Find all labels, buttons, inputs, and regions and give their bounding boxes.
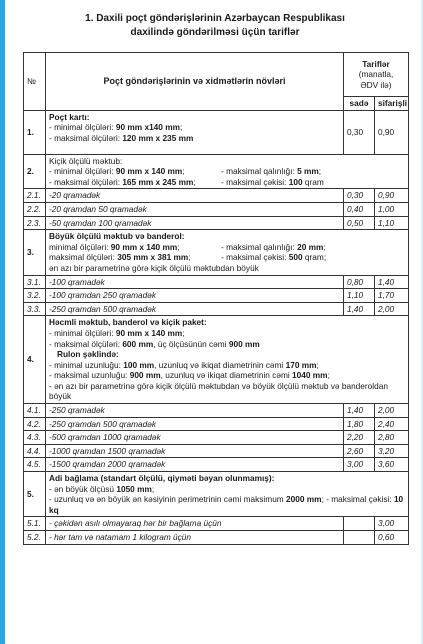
- row-number: 2.: [24, 154, 46, 189]
- row-description: -250 qramdan 500 qramadək: [46, 417, 344, 431]
- row-number: 3.2.: [24, 289, 46, 303]
- price-registered: 3,60: [375, 458, 409, 472]
- row-line: - minimal ölçüləri: 90 mm x140 mm;: [49, 122, 183, 133]
- price-simple: 0,80: [344, 275, 375, 289]
- table-row: [24, 216, 409, 230]
- row-description: -20 qramdan 50 qramadək: [46, 202, 344, 216]
- row-number: 2.2.: [24, 202, 46, 216]
- row-title: Həcmli məktub, banderol və kiçik paket:: [49, 317, 207, 328]
- price-simple: [344, 517, 375, 531]
- price-registered: 3,00: [375, 517, 409, 531]
- row-number: 3.1.: [24, 275, 46, 289]
- left-accent-bar: [0, 0, 5, 644]
- price-simple: 0,50: [344, 216, 375, 230]
- row-text: - maksimal ölçüləri:: [49, 176, 123, 187]
- row-description: - çəkidən asılı olmayaraq hər bir bağlama üçün: [46, 517, 344, 531]
- row-value: 100: [288, 176, 303, 187]
- price-simple: 2,60: [344, 444, 375, 458]
- row-value: 500: [288, 252, 303, 263]
- table-row: [24, 404, 409, 418]
- price-registered: 1,40: [375, 275, 409, 289]
- price-simple: 2,20: [344, 431, 375, 445]
- price-registered: 1,70: [375, 289, 409, 303]
- price-simple: 1,80: [344, 417, 375, 431]
- header-simple: sadə: [344, 97, 375, 111]
- row-value: 120 mm x 235 mm: [122, 132, 194, 143]
- title-line-2: daxilində göndərilməsi üçün tariflər: [130, 26, 300, 38]
- price-registered: 1,10: [375, 216, 409, 230]
- row-number: 4.: [24, 316, 46, 404]
- row-number: 4.4.: [24, 444, 46, 458]
- row-description: -1500 qramdan 2000 qramadək: [46, 458, 344, 472]
- table-row: [24, 275, 409, 289]
- row-value: 5 mm: [297, 166, 319, 177]
- price-simple: 0,30: [344, 110, 375, 154]
- table-row: [24, 230, 409, 275]
- row-description: - hər tam və natamam 1 kilogram üçün: [46, 531, 344, 545]
- row-number: 4.1.: [24, 404, 46, 418]
- row-description: -20 qramadək: [46, 189, 344, 203]
- row-text: - uzunluq və ən böyük ən kəsiyinin perimetrinin cəmi maksimum: [49, 494, 287, 505]
- row-value: 900 mm: [129, 370, 161, 381]
- table-row: [24, 458, 409, 472]
- row-text: qram: [302, 176, 324, 187]
- row-text: - minimal uzunluğu:: [49, 359, 124, 370]
- row-text: maksimal ölçüləri:: [49, 252, 118, 263]
- row-line: - ən azı bir parametrinə görə kiçik ölçülü məktubdan və böyük ölçülü məktub və banderoldan böyük: [49, 380, 388, 402]
- header-tariffs-currency: (manatla,: [358, 69, 394, 80]
- row-text: - maksimal çəkisi:: [221, 252, 289, 263]
- page-title: [30, 12, 400, 39]
- row-number: 4.5.: [24, 458, 46, 472]
- row-description: [46, 230, 409, 275]
- row-description: -250 qramdan 500 qramadək: [46, 302, 344, 316]
- row-description: -50 qramdan 100 qramadək: [46, 216, 344, 230]
- row-value: 1040 mm: [292, 370, 328, 381]
- row-text: , üç ölçüsünün cəmi: [153, 338, 229, 349]
- row-title: Adi bağlama (standart ölçülü, qiyməti bəyan olunmamış):: [49, 473, 275, 484]
- price-registered: 2,00: [375, 302, 409, 316]
- price-registered: 0,60: [375, 531, 409, 545]
- row-line: [49, 339, 405, 350]
- row-value: 305 mm x 381 mm: [117, 252, 189, 263]
- row-line: - minimal ölçüləri: 90 mm x 140 mm;: [49, 327, 185, 338]
- row-description: [46, 154, 409, 189]
- row-description: -250 qramadək: [46, 404, 344, 418]
- table-row: [24, 517, 409, 531]
- price-registered: 1,00: [375, 202, 409, 216]
- row-text: , uzunluq və ikiqat diametrinin cəmi: [160, 370, 293, 381]
- row-number: 4.3.: [24, 431, 46, 445]
- row-line: - ən böyük ölçüsü 1050 mm;: [49, 483, 155, 494]
- title-line-1: 1. Daxili poçt göndərişlərinin Azərbaycan Respublikası: [85, 13, 345, 24]
- row-number: 4.2.: [24, 417, 46, 431]
- row-line: ən azı bir parametrinə görə kiçik ölçülü məktubdan böyük: [49, 262, 259, 273]
- table-row: [24, 289, 409, 303]
- row-text: qram;: [302, 252, 327, 263]
- table-row: [24, 444, 409, 458]
- row-value: 2000 mm: [286, 494, 322, 505]
- row-description: -100 qramdan 250 qramadək: [46, 289, 344, 303]
- row-number: 2.3.: [24, 216, 46, 230]
- row-value: 90 mm x 140 mm: [115, 166, 183, 177]
- price-registered: 0,90: [375, 110, 409, 154]
- row-text: - maksimal qalınlığı:: [221, 241, 298, 252]
- table-header-row: [24, 53, 409, 97]
- row-value: 90 mm x 140 mm: [110, 241, 178, 252]
- row-number: 3.3.: [24, 302, 46, 316]
- price-registered: 0,90: [375, 189, 409, 203]
- row-text: - minimal ölçüləri:: [49, 166, 116, 177]
- row-value: 90 mm x 140 mm: [115, 327, 183, 338]
- row-line: minimal ölçüləri: 90 mm x 140 mm; - maksimal qalınlığı: 20 mm;: [49, 241, 326, 252]
- row-text: - maksimal qalınlığı:: [221, 166, 298, 177]
- price-simple: 0,40: [344, 202, 375, 216]
- header-number: №: [24, 53, 46, 111]
- row-value: 165 mm x 245 mm: [122, 176, 194, 187]
- price-simple: 0,30: [344, 189, 375, 203]
- row-value: 900 mm: [228, 338, 260, 349]
- price-registered: 3,20: [375, 444, 409, 458]
- row-line: [49, 133, 340, 144]
- row-text: , uzunluq və ikiqat diametrinin cəmi: [154, 359, 286, 370]
- row-text: - maksimal çəkisi:: [221, 176, 289, 187]
- table-row: [24, 202, 409, 216]
- row-number: 5.2.: [24, 531, 46, 545]
- row-description: [46, 316, 409, 404]
- row-text: minimal ölçüləri:: [49, 241, 111, 252]
- table-row: [24, 110, 409, 154]
- header-tariffs-title: Tariflər: [362, 58, 390, 69]
- row-text: - minimal ölçüləri:: [49, 327, 116, 338]
- price-simple: 1,10: [344, 289, 375, 303]
- row-number: 1.: [24, 110, 46, 154]
- row-value: 600 mm: [122, 338, 154, 349]
- price-simple: [344, 531, 375, 545]
- row-title: Kiçik ölçülü məktub:: [49, 155, 123, 166]
- price-registered: 2,00: [375, 404, 409, 418]
- row-text: - maksimal ölçüləri:: [49, 338, 123, 349]
- price-registered: 2,40: [375, 417, 409, 431]
- row-line: maksimal ölçüləri: 305 mm x 381 mm; - maksimal çəkisi: 500 qram;: [49, 252, 327, 263]
- row-description: -100 qramadək: [46, 275, 344, 289]
- header-registered: sifarişli: [375, 97, 409, 111]
- price-simple: 3,00: [344, 458, 375, 472]
- price-registered: 2,80: [375, 431, 409, 445]
- row-description: -500 qramdan 1000 qramadək: [46, 431, 344, 445]
- row-number: 3.: [24, 230, 46, 275]
- row-number: 5.: [24, 472, 46, 517]
- row-text: - maksimal uzunluğu:: [49, 370, 130, 381]
- row-line: - minimal uzunluğu: 100 mm, uzunluq və ikiqat diametrinin cəmi 170 mm;: [49, 359, 319, 370]
- table-row: [24, 531, 409, 545]
- table-row: [24, 417, 409, 431]
- roll-title: Rulon şəklində:: [57, 349, 119, 360]
- row-description: [46, 110, 344, 154]
- row-description: -1000 qramdan 1500 qramadək: [46, 444, 344, 458]
- row-line: - maksimal uzunluğu: 900 mm, uzunluq və ikiqat diametrinin cəmi 1040 mm;: [49, 370, 330, 381]
- row-text: - minimal ölçüləri:: [49, 122, 116, 133]
- row-text: - ən böyük ölçüsü: [49, 483, 117, 494]
- row-description: [46, 472, 409, 517]
- table-row: [24, 472, 409, 517]
- header-tariffs: [344, 53, 409, 97]
- row-number: 2.1.: [24, 189, 46, 203]
- row-value: 1050 mm: [116, 483, 152, 494]
- row-line: - maksimal ölçüləri: 165 mm x 245 mm; - maksimal çəkisi: 100 qram: [49, 176, 324, 187]
- table-row: [24, 189, 409, 203]
- header-description: Poçt göndərişlərinin və xidmətlərin növləri: [46, 53, 344, 111]
- row-line: - minimal ölçüləri: 90 mm x 140 mm; - maksimal qalınlığı: 5 mm;: [49, 166, 322, 177]
- row-text: ; - maksimal çəkisi:: [321, 494, 394, 505]
- row-value: 100 mm: [123, 359, 155, 370]
- table-row: [24, 431, 409, 445]
- header-tariffs-vat: ƏDV ilə): [360, 79, 392, 90]
- row-text: - maksimal ölçüləri:: [49, 132, 123, 143]
- table-row: [24, 302, 409, 316]
- tariff-table: [23, 52, 409, 545]
- row-value: 170 mm: [285, 359, 317, 370]
- price-simple: 1,40: [344, 302, 375, 316]
- row-number: 5.1.: [24, 517, 46, 531]
- row-value: 20 mm: [297, 241, 324, 252]
- row-value: 90 mm x140 mm: [115, 122, 180, 133]
- row-title: Poçt kartı:: [49, 111, 90, 122]
- price-simple: 1,40: [344, 404, 375, 418]
- row-title: Böyük ölçülü məktub və banderol:: [49, 231, 185, 242]
- table-row: [24, 316, 409, 404]
- row-value: 10 kq: [49, 494, 404, 515]
- table-row: [24, 154, 409, 189]
- row-line: [49, 494, 405, 515]
